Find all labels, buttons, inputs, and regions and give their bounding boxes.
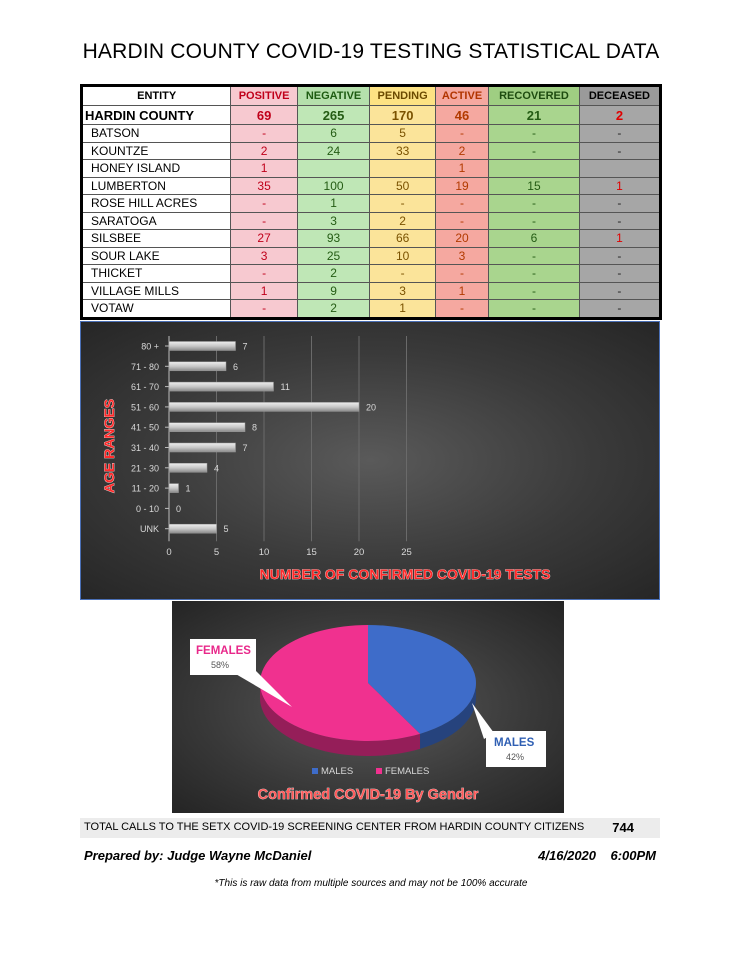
bar-value-label: 0 [176, 503, 182, 514]
bar-value-label: 20 [366, 402, 377, 413]
table-row [82, 230, 661, 248]
table-cell: 9 [297, 282, 369, 300]
table-cell: - [435, 195, 488, 213]
table-row [82, 282, 661, 300]
table-cell: 2 [297, 265, 369, 283]
table-cell: - [579, 142, 660, 160]
y-tick-label: 11 - 20 [131, 483, 159, 494]
report-datetime [538, 848, 656, 863]
table-cell: - [579, 247, 660, 265]
bar-value-label: 7 [242, 341, 248, 352]
y-tick-label: 41 - 50 [130, 422, 159, 433]
header-entity: ENTITY [82, 86, 231, 106]
entity-name-cell: VILLAGE MILLS [82, 282, 231, 300]
entity-name-cell: SARATOGA [82, 212, 231, 230]
table-cell: 3 [297, 212, 369, 230]
legend-swatch [312, 768, 318, 774]
table-row [82, 142, 661, 160]
bar [169, 463, 207, 472]
age-range-chart-svg [81, 322, 659, 599]
bar [169, 524, 217, 533]
entity-name-cell: THICKET [82, 265, 231, 283]
table-cell: 1 [231, 160, 297, 178]
table-cell: 6 [297, 125, 369, 143]
report-date: 4/16/2020 [538, 848, 597, 863]
bar [169, 484, 179, 493]
table-cell: 1 [370, 300, 436, 319]
table-cell: 1 [579, 230, 660, 248]
header-recovered: RECOVERED [489, 86, 580, 106]
table-cell: 1 [435, 160, 488, 178]
table-cell: 2 [435, 142, 488, 160]
y-axis-title: AGE RANGES [101, 398, 117, 494]
y-tick-label: 71 - 80 [130, 361, 159, 372]
total-calls-value: 744 [612, 820, 634, 835]
statistics-table [80, 84, 662, 320]
bar-value-label: 5 [223, 524, 229, 535]
bar-value-label: 8 [252, 422, 258, 433]
table-row [82, 177, 661, 195]
table-cell: - [489, 125, 580, 143]
total-calls-label: TOTAL CALLS TO THE SETX COVID-19 SCREENING CENTER FROM HARDIN COUNTY CITIZENS [84, 821, 585, 833]
y-tick-label: 31 - 40 [130, 443, 159, 453]
table-cell: 1 [435, 282, 488, 300]
table-cell: 2 [579, 106, 660, 125]
table-cell: 33 [370, 142, 436, 160]
table-cell: 15 [489, 177, 580, 195]
bar [169, 362, 226, 371]
table-cell: 19 [435, 177, 488, 195]
table-cell [297, 160, 369, 178]
table-cell: 69 [231, 106, 297, 125]
table-cell: 21 [489, 106, 580, 125]
table-cell: - [370, 265, 436, 283]
table-cell: - [435, 265, 488, 283]
x-tick-label: 5 [213, 547, 220, 559]
bar [169, 382, 274, 391]
table-cell: 5 [370, 125, 436, 143]
table-cell: 10 [370, 247, 436, 265]
table-cell: 265 [297, 106, 369, 125]
table-header-row [82, 86, 661, 106]
bar [169, 402, 359, 411]
table-cell: 170 [370, 106, 436, 125]
header-deceased: DECEASED [579, 86, 660, 106]
table-cell: - [489, 195, 580, 213]
bar-value-label: 7 [242, 443, 248, 453]
table-row [82, 247, 661, 265]
x-tick-label: 15 [306, 547, 317, 559]
table-cell: 3 [370, 282, 436, 300]
entity-name-cell: LUMBERTON [82, 177, 231, 195]
table-row [82, 212, 661, 230]
females-callout-label: FEMALES [196, 645, 251, 657]
x-axis-title: NUMBER OF CONFIRMED COVID-19 TESTS [259, 566, 551, 583]
table-cell: 100 [297, 177, 369, 195]
bar-value-label: 11 [280, 382, 290, 393]
table-cell: 24 [297, 142, 369, 160]
legend-swatch [376, 768, 382, 774]
table-cell: 20 [435, 230, 488, 248]
table-cell: 93 [297, 230, 369, 248]
pie-chart-title: Confirmed COVID-19 By Gender [257, 787, 479, 803]
table-cell: - [489, 265, 580, 283]
y-tick-label: 80 + [141, 341, 159, 352]
bar-value-label: 6 [233, 361, 239, 372]
table-cell: 46 [435, 106, 488, 125]
x-tick-label: 20 [353, 547, 365, 559]
table-cell: 2 [370, 212, 436, 230]
bar [169, 443, 236, 452]
table-cell: - [489, 300, 580, 319]
table-cell: 2 [231, 142, 297, 160]
table-cell: - [231, 265, 297, 283]
header-active: ACTIVE [435, 86, 488, 106]
table-cell: - [579, 265, 660, 283]
table-row [82, 125, 661, 143]
legend-label: FEMALES [385, 766, 430, 777]
table-cell: 66 [370, 230, 436, 248]
entity-name-cell: HONEY ISLAND [82, 160, 231, 178]
table-cell: 1 [579, 177, 660, 195]
gender-pie-chart-svg [172, 601, 564, 813]
legend-label: MALES [321, 766, 354, 777]
age-range-chart [80, 321, 660, 600]
table-cell: 25 [297, 247, 369, 265]
table-cell: - [489, 142, 580, 160]
y-tick-label: UNK [139, 524, 159, 535]
table-cell: - [579, 282, 660, 300]
table-cell: 27 [231, 230, 297, 248]
entity-name-cell: VOTAW [82, 300, 231, 319]
x-tick-label: 0 [166, 547, 172, 559]
table-cell: 50 [370, 177, 436, 195]
bar-value-label: 4 [214, 463, 220, 474]
table-cell: - [579, 195, 660, 213]
table-cell: 3 [231, 247, 297, 265]
table-cell: 35 [231, 177, 297, 195]
table-cell: - [489, 212, 580, 230]
table-cell: - [489, 282, 580, 300]
entity-name-cell: ROSE HILL ACRES [82, 195, 231, 213]
x-tick-label: 25 [401, 547, 412, 559]
bar-value-label: 1 [185, 483, 191, 494]
table-cell: - [231, 300, 297, 319]
table-cell: - [579, 212, 660, 230]
y-tick-label: 21 - 30 [130, 463, 159, 474]
table-cell: - [370, 195, 436, 213]
females-callout-percent: 58% [211, 660, 230, 670]
table-cell: 3 [435, 247, 488, 265]
entity-name-cell: SOUR LAKE [82, 247, 231, 265]
table-row [82, 300, 661, 319]
entity-name-cell: BATSON [82, 125, 231, 143]
table-cell: - [231, 212, 297, 230]
report-time: 6:00PM [610, 848, 656, 863]
y-tick-label: 51 - 60 [130, 402, 159, 413]
table-row [82, 106, 661, 125]
header-negative: NEGATIVE [297, 86, 369, 106]
prepared-by: Prepared by: Judge Wayne McDaniel [84, 848, 312, 863]
table-cell: - [579, 125, 660, 143]
disclaimer-note: *This is raw data from multiple sources and may not be 100% accurate [214, 878, 528, 889]
bar [169, 423, 245, 432]
table-cell [370, 160, 436, 178]
table-row [82, 195, 661, 213]
table-cell: - [435, 300, 488, 319]
table-row [82, 265, 661, 283]
table-cell: 1 [231, 282, 297, 300]
males-callout-label: MALES [494, 737, 535, 749]
total-calls-row [80, 818, 660, 838]
table-cell: - [231, 195, 297, 213]
table-cell [489, 160, 580, 178]
table-cell: - [489, 247, 580, 265]
header-positive: POSITIVE [231, 86, 297, 106]
table-cell: 2 [297, 300, 369, 319]
entity-name-cell: KOUNTZE [82, 142, 231, 160]
header-pending: PENDING [370, 86, 436, 106]
page-title: HARDIN COUNTY COVID-19 TESTING STATISTICAL DATA [82, 40, 660, 63]
males-callout-percent: 42% [506, 752, 525, 762]
bar [169, 342, 236, 351]
y-tick-label: 61 - 70 [130, 382, 159, 393]
entity-name-cell: HARDIN COUNTY [82, 106, 231, 125]
gender-pie-chart [172, 601, 564, 813]
table-cell: 1 [297, 195, 369, 213]
x-tick-label: 10 [258, 547, 270, 559]
table-cell: - [435, 212, 488, 230]
y-tick-label: 0 - 10 [135, 503, 159, 514]
table-cell: - [579, 300, 660, 319]
table-row [82, 160, 661, 178]
table-cell: - [231, 125, 297, 143]
entity-name-cell: SILSBEE [82, 230, 231, 248]
table-cell [579, 160, 660, 178]
table-cell: 6 [489, 230, 580, 248]
table-cell: - [435, 125, 488, 143]
